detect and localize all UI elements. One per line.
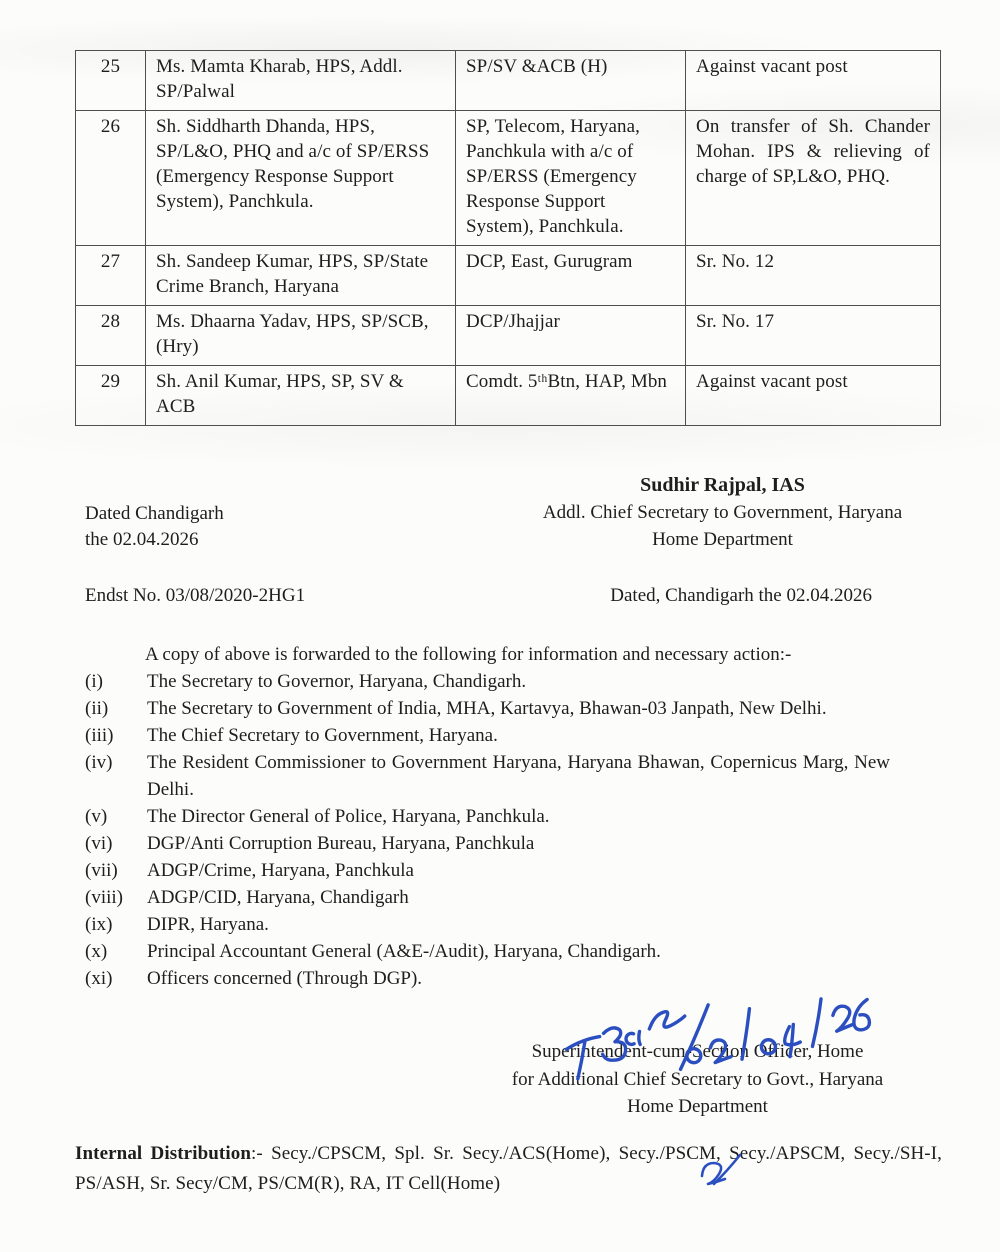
signatory-name: Sudhir Rajpal, IAS	[640, 474, 805, 496]
cell-new-posting: SP, Telecom, Haryana, Panchkula with a/c of SP/ERSS (Emergency Response Support System), Panchkula.	[456, 111, 686, 246]
cell-sr-number: 27	[76, 246, 146, 306]
list-item-text: The Secretary to Government of India, MHA, Kartavya, Bhawan-03 Janpath, New Delhi.	[147, 698, 827, 719]
table-row	[76, 51, 941, 111]
list-item-text: The Resident Commissioner to Government Haryana, Haryana Bhawan, Copernicus Marg, New Delhi.	[147, 752, 890, 800]
table-row	[76, 111, 941, 246]
cell-officer-name: Sh. Siddharth Dhanda, HPS, SP/L&O, PHQ and a/c of SP/ERSS (Emergency Response Support System), Panchkula.	[146, 111, 456, 246]
list-item-numeral: (i)	[85, 671, 103, 692]
table-row	[76, 366, 941, 426]
list-item-text: DIPR, Haryana.	[147, 914, 269, 935]
list-item-text: DGP/Anti Corruption Bureau, Haryana, Panchkula	[147, 833, 535, 854]
dateline-block	[85, 501, 224, 553]
cell-new-posting: DCP, East, Gurugram	[456, 246, 686, 306]
handwritten-signature-date-ink	[536, 989, 876, 1090]
list-item-numeral: (iii)	[85, 725, 114, 746]
endst-number: Endst No. 03/08/2020-2HG1	[85, 585, 306, 606]
cell-officer-name: Ms. Mamta Kharab, HPS, Addl. SP/Palwal	[146, 51, 456, 111]
table-row	[76, 306, 941, 366]
list-item	[85, 668, 890, 695]
cell-remarks: Sr. No. 17	[686, 306, 941, 366]
list-item-numeral: (iv)	[85, 752, 113, 773]
cell-remarks: Against vacant post	[686, 51, 941, 111]
table-row	[76, 246, 941, 306]
recipients-list	[85, 668, 890, 992]
cell-officer-name: Sh. Sandeep Kumar, HPS, SP/State Crime Branch, Haryana	[146, 246, 456, 306]
signatory-department: Home Department	[652, 529, 793, 550]
cell-sr-number: 29	[76, 366, 146, 426]
list-item	[85, 857, 890, 884]
dateline-date: the 02.04.2026	[85, 529, 199, 550]
cell-sr-number: 26	[76, 111, 146, 246]
cell-remarks: Sr. No. 12	[686, 246, 941, 306]
transfer-table	[75, 50, 941, 426]
list-item	[85, 830, 890, 857]
list-item-numeral: (vii)	[85, 860, 118, 881]
forwarding-intro: A copy of above is forwarded to the following for information and necessary action:-	[145, 644, 792, 665]
list-item	[85, 884, 890, 911]
section-officer-line1: Superintendent-cum-Section Officer, Home	[531, 1041, 864, 1062]
handwritten-initial-ink	[686, 1146, 748, 1192]
cell-sr-number: 25	[76, 51, 146, 111]
section-officer-line3: Home Department	[627, 1096, 768, 1117]
list-item-numeral: (ix)	[85, 914, 113, 935]
list-item	[85, 938, 890, 965]
transfer-table-body	[76, 51, 941, 426]
cell-remarks: Against vacant post	[686, 366, 941, 426]
cell-remarks: On transfer of Sh. Chander Mohan. IPS & relieving of charge of SP,L&O, PHQ.	[686, 111, 941, 246]
list-item-numeral: (vi)	[85, 833, 113, 854]
list-item-text: Principal Accountant General (A&E-/Audit), Haryana, Chandigarh.	[147, 941, 661, 962]
list-item-text: The Secretary to Governor, Haryana, Chandigarh.	[147, 671, 527, 692]
signatory-designation: Addl. Chief Secretary to Government, Haryana	[542, 502, 903, 523]
signature-section	[85, 472, 950, 553]
list-item-text: The Chief Secretary to Government, Haryana.	[147, 725, 498, 746]
internal-distribution-separator: :-	[251, 1142, 272, 1164]
list-item	[85, 803, 890, 830]
list-item-numeral: (x)	[85, 941, 108, 962]
cell-new-posting: Comdt. 5ᵗʰBtn, HAP, Mbn	[456, 366, 686, 426]
list-item-text: The Director General of Police, Haryana, Panchkula.	[147, 806, 550, 827]
dateline-place: Dated Chandigarh	[85, 503, 224, 524]
internal-distribution-text: Secy./CPSCM, Spl. Sr. Secy./ACS(Home), Secy./PSCM, Secy./APSCM, Secy./SH-I, PS/ASH, Sr. Secy/CM, PS/CM(R), RA, IT Cell(Home)	[75, 1142, 943, 1194]
internal-distribution-label: Internal Distribution	[75, 1142, 251, 1164]
cell-officer-name: Sh. Anil Kumar, HPS, SP, SV & ACB	[146, 366, 456, 426]
list-item	[85, 722, 890, 749]
cell-new-posting: DCP/Jhajjar	[456, 306, 686, 366]
endst-date: Dated, Chandigarh the 02.04.2026	[610, 585, 872, 606]
section-officer-line2: for Additional Chief Secretary to Govt., Haryana	[511, 1068, 884, 1090]
list-item	[85, 749, 890, 803]
list-item-text: Officers concerned (Through DGP).	[147, 968, 423, 989]
endorsement-row	[85, 583, 872, 609]
list-item-text: ADGP/Crime, Haryana, Panchkula	[147, 860, 414, 881]
list-item-numeral: (ii)	[85, 698, 109, 719]
signatory-block	[495, 472, 950, 553]
list-item	[85, 911, 890, 938]
list-item	[85, 695, 890, 722]
list-item-numeral: (v)	[85, 806, 108, 827]
cell-new-posting: SP/SV &ACB (H)	[456, 51, 686, 111]
cell-officer-name: Ms. Dhaarna Yadav, HPS, SP/SCB, (Hry)	[146, 306, 456, 366]
list-item	[85, 965, 890, 992]
internal-distribution	[75, 1139, 942, 1199]
cell-sr-number: 28	[76, 306, 146, 366]
list-item-text: ADGP/CID, Haryana, Chandigarh	[147, 887, 409, 908]
list-item-numeral: (viii)	[85, 887, 123, 908]
list-item-numeral: (xi)	[85, 968, 113, 989]
